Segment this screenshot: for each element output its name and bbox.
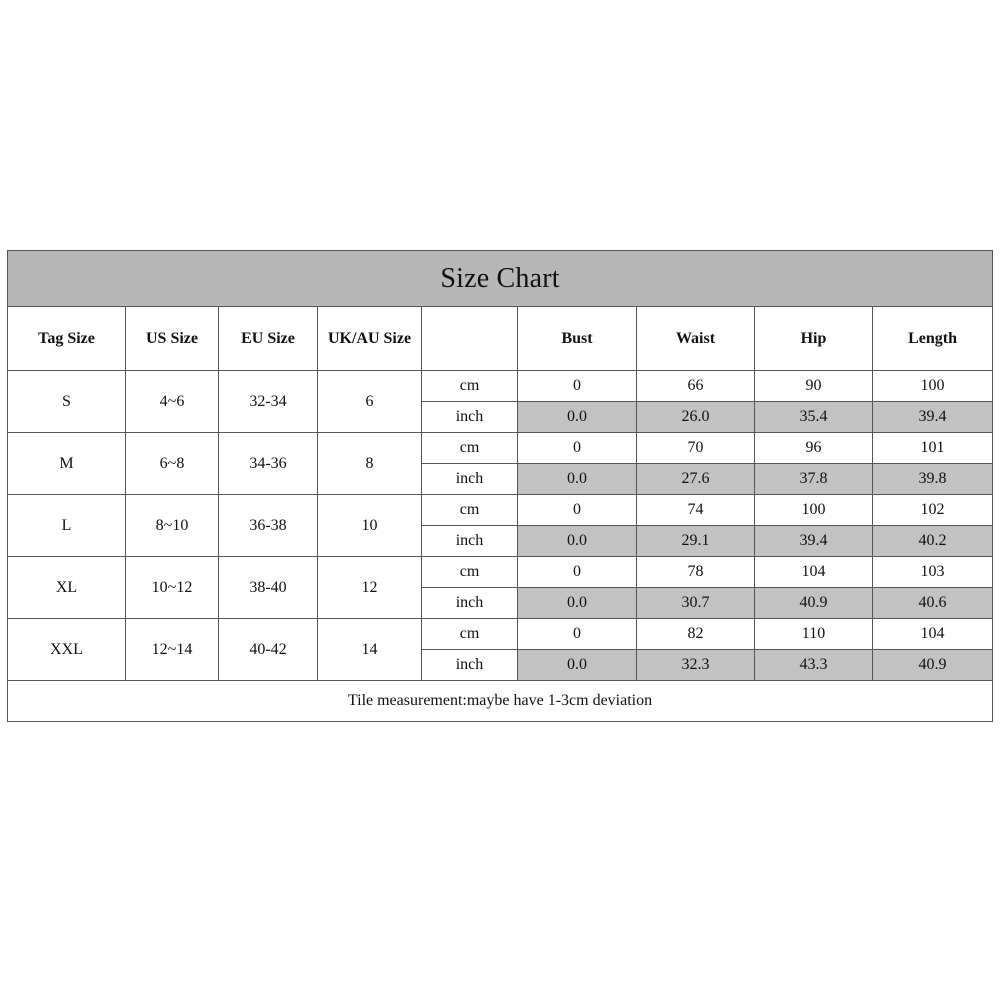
bust-cell: 0.0 bbox=[518, 650, 637, 681]
unit-cell: cm bbox=[422, 433, 518, 464]
bust-cell: 0.0 bbox=[518, 588, 637, 619]
unit-cell: inch bbox=[422, 650, 518, 681]
tag-size-cell: M bbox=[8, 433, 126, 495]
us-size-cell: 6~8 bbox=[126, 433, 219, 495]
us-size-cell: 4~6 bbox=[126, 371, 219, 433]
bust-cell: 0 bbox=[518, 495, 637, 526]
header-us-size: US Size bbox=[126, 307, 219, 371]
waist-cell: 74 bbox=[637, 495, 755, 526]
ukau-size-cell: 6 bbox=[318, 371, 422, 433]
hip-cell: 35.4 bbox=[755, 402, 873, 433]
header-eu-size: EU Size bbox=[219, 307, 318, 371]
waist-cell: 82 bbox=[637, 619, 755, 650]
eu-size-cell: 40-42 bbox=[219, 619, 318, 681]
length-cell: 40.2 bbox=[873, 526, 993, 557]
unit-cell: inch bbox=[422, 464, 518, 495]
ukau-size-cell: 8 bbox=[318, 433, 422, 495]
length-cell: 39.8 bbox=[873, 464, 993, 495]
title-row bbox=[8, 251, 993, 307]
unit-cell: cm bbox=[422, 619, 518, 650]
size-chart-table bbox=[7, 250, 993, 722]
header-unit bbox=[422, 307, 518, 371]
header-length: Length bbox=[873, 307, 993, 371]
waist-cell: 70 bbox=[637, 433, 755, 464]
us-size-cell: 10~12 bbox=[126, 557, 219, 619]
bust-cell: 0.0 bbox=[518, 464, 637, 495]
table-row bbox=[8, 371, 993, 402]
hip-cell: 100 bbox=[755, 495, 873, 526]
length-cell: 40.6 bbox=[873, 588, 993, 619]
table-row bbox=[8, 557, 993, 588]
waist-cell: 30.7 bbox=[637, 588, 755, 619]
bust-cell: 0.0 bbox=[518, 526, 637, 557]
unit-cell: inch bbox=[422, 526, 518, 557]
hip-cell: 39.4 bbox=[755, 526, 873, 557]
bust-cell: 0 bbox=[518, 557, 637, 588]
tag-size-cell: XL bbox=[8, 557, 126, 619]
header-row bbox=[8, 307, 993, 371]
tag-size-cell: L bbox=[8, 495, 126, 557]
bust-cell: 0 bbox=[518, 433, 637, 464]
waist-cell: 66 bbox=[637, 371, 755, 402]
hip-cell: 104 bbox=[755, 557, 873, 588]
hip-cell: 90 bbox=[755, 371, 873, 402]
length-cell: 40.9 bbox=[873, 650, 993, 681]
us-size-cell: 8~10 bbox=[126, 495, 219, 557]
hip-cell: 43.3 bbox=[755, 650, 873, 681]
length-cell: 102 bbox=[873, 495, 993, 526]
table-row bbox=[8, 619, 993, 650]
unit-cell: inch bbox=[422, 588, 518, 619]
eu-size-cell: 38-40 bbox=[219, 557, 318, 619]
length-cell: 103 bbox=[873, 557, 993, 588]
eu-size-cell: 36-38 bbox=[219, 495, 318, 557]
bust-cell: 0 bbox=[518, 371, 637, 402]
ukau-size-cell: 14 bbox=[318, 619, 422, 681]
waist-cell: 26.0 bbox=[637, 402, 755, 433]
header-hip: Hip bbox=[755, 307, 873, 371]
bust-cell: 0 bbox=[518, 619, 637, 650]
hip-cell: 96 bbox=[755, 433, 873, 464]
eu-size-cell: 34-36 bbox=[219, 433, 318, 495]
hip-cell: 110 bbox=[755, 619, 873, 650]
table-row bbox=[8, 495, 993, 526]
hip-cell: 40.9 bbox=[755, 588, 873, 619]
tag-size-cell: XXL bbox=[8, 619, 126, 681]
waist-cell: 78 bbox=[637, 557, 755, 588]
waist-cell: 32.3 bbox=[637, 650, 755, 681]
ukau-size-cell: 12 bbox=[318, 557, 422, 619]
waist-cell: 29.1 bbox=[637, 526, 755, 557]
length-cell: 104 bbox=[873, 619, 993, 650]
note-row bbox=[8, 681, 993, 722]
size-chart-title: Size Chart bbox=[8, 251, 993, 307]
header-waist: Waist bbox=[637, 307, 755, 371]
header-tag-size: Tag Size bbox=[8, 307, 126, 371]
length-cell: 100 bbox=[873, 371, 993, 402]
unit-cell: cm bbox=[422, 495, 518, 526]
length-cell: 39.4 bbox=[873, 402, 993, 433]
length-cell: 101 bbox=[873, 433, 993, 464]
unit-cell: cm bbox=[422, 557, 518, 588]
measurement-note: Tile measurement:maybe have 1-3cm deviation bbox=[8, 681, 993, 722]
ukau-size-cell: 10 bbox=[318, 495, 422, 557]
header-ukau-size: UK/AU Size bbox=[318, 307, 422, 371]
tag-size-cell: S bbox=[8, 371, 126, 433]
table-row bbox=[8, 433, 993, 464]
waist-cell: 27.6 bbox=[637, 464, 755, 495]
bust-cell: 0.0 bbox=[518, 402, 637, 433]
unit-cell: inch bbox=[422, 402, 518, 433]
header-bust: Bust bbox=[518, 307, 637, 371]
eu-size-cell: 32-34 bbox=[219, 371, 318, 433]
unit-cell: cm bbox=[422, 371, 518, 402]
us-size-cell: 12~14 bbox=[126, 619, 219, 681]
hip-cell: 37.8 bbox=[755, 464, 873, 495]
